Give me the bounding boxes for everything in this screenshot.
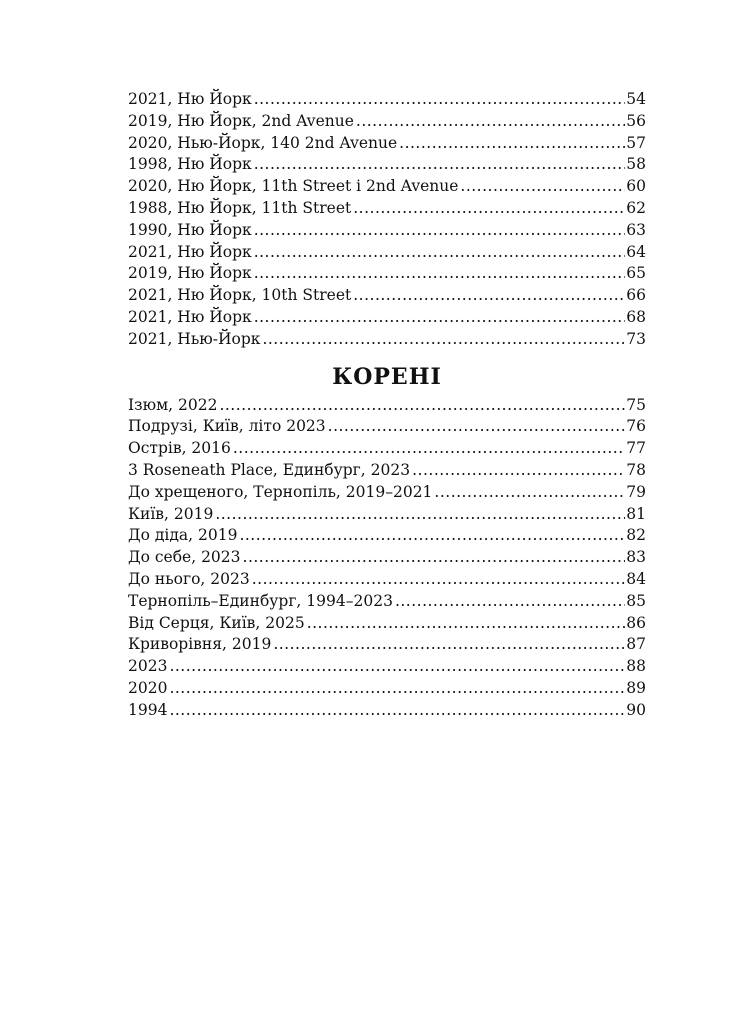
dot-leader [243, 547, 626, 569]
toc-entry-title: 1998, Ню Йорк [128, 155, 252, 174]
toc-entry-page-number: 81 [626, 504, 646, 523]
toc-entry [128, 547, 646, 569]
toc-entry [128, 591, 646, 613]
toc-entry-page-number: 54 [626, 90, 646, 108]
toc-entry-page-number: 76 [626, 417, 646, 436]
toc-entry-page-number: 90 [626, 700, 646, 719]
toc-section-2 [128, 395, 646, 722]
toc-entry-title: 2019, Ню Йорк [128, 264, 252, 283]
dot-leader [434, 482, 625, 504]
dot-leader [460, 176, 625, 198]
dot-leader [169, 700, 625, 722]
dot-leader [215, 504, 625, 526]
toc-entry-page-number: 58 [626, 155, 646, 174]
toc-entry [128, 220, 646, 242]
toc-entry [128, 634, 646, 656]
toc-entry [128, 263, 646, 285]
toc-entry [128, 307, 646, 329]
toc-entry-page-number: 87 [626, 635, 646, 654]
dot-leader [254, 242, 626, 264]
dot-leader [169, 656, 625, 678]
toc-entry-title: 2020 [128, 678, 168, 697]
toc-entry [128, 482, 646, 504]
toc-entry [128, 133, 646, 155]
toc-entry-page-number: 84 [626, 569, 646, 588]
toc-entry [128, 678, 646, 700]
toc-entry [128, 504, 646, 526]
toc-entry-title: Криворівня, 2019 [128, 635, 272, 654]
dot-leader [356, 111, 625, 133]
toc-entry [128, 700, 646, 722]
toc-entry [128, 395, 646, 417]
toc-entry-title: До хрещеного, Тернопіль, 2019–2021 [128, 482, 433, 501]
toc-entry-title: 2021, Нью-Йорк [128, 329, 261, 348]
toc-entry-title: Подрузі, Київ, літо 2023 [128, 417, 326, 436]
dot-leader [233, 438, 625, 460]
toc-entry-page-number: 79 [626, 482, 646, 501]
toc-entry [128, 242, 646, 264]
toc-entry-page-number: 73 [626, 329, 646, 348]
toc-entry-page-number: 77 [626, 439, 646, 458]
toc-entry-page-number: 88 [626, 657, 646, 676]
toc-entry-title: Київ, 2019 [128, 504, 214, 523]
toc-entry [128, 198, 646, 220]
dot-leader [254, 154, 626, 176]
toc-entry-page-number: 66 [626, 286, 646, 305]
toc-entry-page-number: 82 [626, 526, 646, 545]
toc-entry-title: 2019, Ню Йорк, 2nd Avenue [128, 111, 354, 130]
toc-entry-title: 3 Roseneath Place, Единбург, 2023 [128, 460, 411, 479]
toc-entry [128, 89, 646, 111]
toc-entry-title: До нього, 2023 [128, 569, 250, 588]
dot-leader [328, 416, 626, 438]
table-of-contents [128, 89, 646, 722]
toc-entry [128, 438, 646, 460]
dot-leader [399, 133, 625, 155]
dot-leader [262, 329, 625, 351]
toc-entry-page-number: 83 [626, 548, 646, 567]
toc-entry-page-number: 62 [626, 198, 646, 217]
dot-leader [254, 263, 626, 285]
toc-entry-page-number: 57 [626, 133, 646, 152]
toc-entry-page-number: 68 [626, 307, 646, 326]
toc-section-1 [128, 89, 646, 351]
toc-entry [128, 329, 646, 351]
dot-leader [353, 198, 625, 220]
toc-entry-title: Ізюм, 2022 [128, 395, 218, 414]
toc-entry [128, 460, 646, 482]
dot-leader [219, 395, 625, 417]
dot-leader [353, 285, 625, 307]
toc-entry-title: 2020, Ню Йорк, 11th Street і 2nd Avenue [128, 177, 459, 196]
toc-entry-title: 2021, Ню Йорк [128, 307, 252, 326]
toc-entry-page-number: 85 [626, 591, 646, 610]
toc-entry [128, 111, 646, 133]
toc-entry-title: 2021, Ню Йорк [128, 90, 252, 108]
toc-entry [128, 525, 646, 547]
toc-entry [128, 569, 646, 591]
dot-leader [395, 591, 625, 613]
toc-entry-page-number: 60 [626, 177, 646, 196]
toc-entry [128, 176, 646, 198]
toc-entry-page-number: 75 [626, 395, 646, 414]
dot-leader [254, 89, 626, 111]
toc-entry-page-number: 78 [626, 460, 646, 479]
toc-entry-page-number: 65 [626, 264, 646, 283]
dot-leader [254, 307, 626, 329]
toc-entry-title: Тернопіль–Единбург, 1994–2023 [128, 591, 393, 610]
toc-entry [128, 154, 646, 176]
toc-entry-title: Від Серця, Київ, 2025 [128, 613, 305, 632]
toc-entry-title: До себе, 2023 [128, 548, 241, 567]
toc-entry [128, 613, 646, 635]
dot-leader [239, 525, 625, 547]
toc-entry-title: 2020, Нью-Йорк, 140 2nd Avenue [128, 133, 398, 152]
dot-leader [273, 634, 625, 656]
toc-entry [128, 285, 646, 307]
toc-entry-title: 2021, Ню Йорк, 10th Street [128, 286, 352, 305]
toc-entry-page-number: 89 [626, 678, 646, 697]
toc-entry-title: До діда, 2019 [128, 526, 238, 545]
toc-entry-title: 2023 [128, 657, 168, 676]
toc-entry-page-number: 86 [626, 613, 646, 632]
dot-leader [412, 460, 625, 482]
toc-entry-title: 1988, Ню Йорк, 11th Street [128, 198, 352, 217]
toc-entry-page-number: 63 [626, 220, 646, 239]
dot-leader [252, 569, 626, 591]
toc-entry-page-number: 64 [626, 242, 646, 261]
toc-entry [128, 656, 646, 678]
toc-entry-title: 2021, Ню Йорк [128, 242, 252, 261]
dot-leader [254, 220, 626, 242]
dot-leader [307, 613, 626, 635]
toc-entry-page-number: 56 [626, 111, 646, 130]
dot-leader [169, 678, 625, 700]
toc-entry [128, 416, 646, 438]
toc-entry-title: 1994 [128, 700, 168, 719]
toc-entry-title: 1990, Ню Йорк [128, 220, 252, 239]
toc-entry-title: Острів, 2016 [128, 439, 231, 458]
section-heading-koreni: КОРЕНІ [332, 363, 442, 390]
